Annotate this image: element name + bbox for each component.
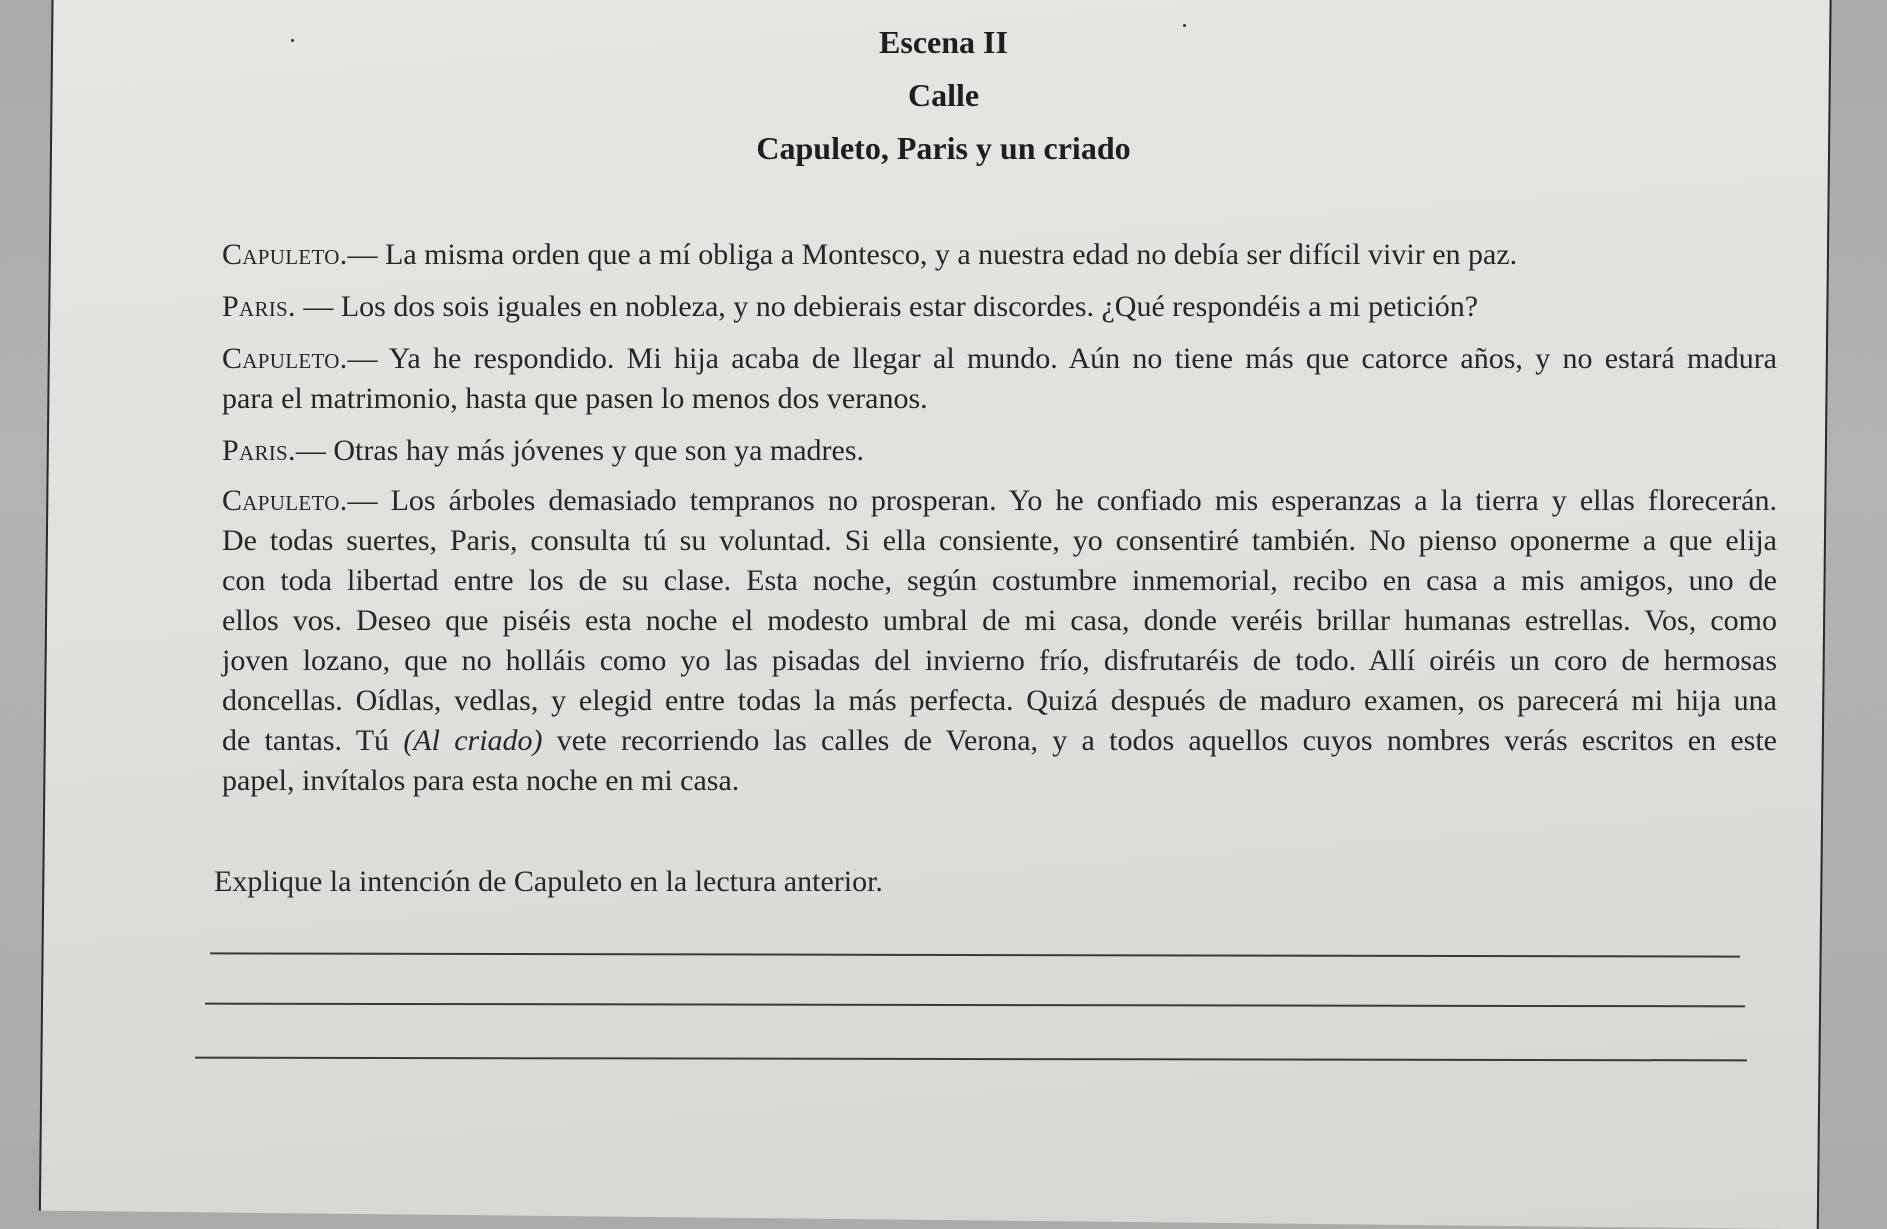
speaker-name: Capuleto. bbox=[222, 484, 348, 517]
speech-text: — Ya he respondido. Mi hija acaba de llegar al mundo. Aún no tiene más que catorce años, y no estará madura bbox=[347, 342, 1777, 375]
speech-continuation: doncellas. Oídlas, vedlas, y elegid entre todas la más perfecta. Quizá después de maduro examen, os parecerá mi hija una bbox=[222, 684, 1777, 717]
speech-continuation: para el matrimonio, hasta que pasen lo menos dos veranos. bbox=[222, 382, 928, 415]
speech-text: — Los árboles demasiado tempranos no prosperan. Yo he confiado mis esperanzas a la tierra y ellas florecerán. bbox=[347, 484, 1777, 517]
speaker-name: Capuleto. bbox=[222, 238, 348, 271]
speaker-name: Capuleto. bbox=[222, 342, 348, 375]
speech-continuation: ellos vos. Deseo que piséis esta noche el modesto umbral de mi casa, donde veréis brillar humanas estrellas. Vos, como bbox=[222, 604, 1777, 637]
speech-continuation: De todas suertes, Paris, consulta tú su voluntad. Si ella consiente, yo consentiré también. No pienso oponerme a que elija bbox=[222, 524, 1777, 557]
speech-paris-2 bbox=[222, 431, 1777, 471]
question-prompt: Explique la intención de Capuleto en la lectura anterior. bbox=[214, 865, 883, 898]
scene-title: Escena II bbox=[879, 24, 1008, 60]
speaker-name: Paris. bbox=[222, 290, 296, 323]
speech-capuleto-2 bbox=[222, 339, 1777, 379]
paper-speck bbox=[1183, 24, 1186, 27]
speech-text: — Otras hay más jóvenes y que son ya madres. bbox=[295, 434, 865, 467]
speech-paris-1 bbox=[222, 287, 1777, 327]
scene-characters: Capuleto, Paris y un criado bbox=[756, 130, 1131, 166]
speaker-name: Paris. bbox=[222, 434, 296, 467]
speech-capuleto-1 bbox=[222, 235, 1777, 275]
speech-text: — La misma orden que a mí obliga a Montesco, y a nuestra edad no debía ser difícil vivir en paz. bbox=[347, 238, 1518, 271]
speech-continuation: de tantas. Tú (Al criado) vete recorriendo las calles de Verona, y a todos aquellos cuyos nombres verás escritos en este bbox=[222, 724, 1777, 757]
speech-continuation: papel, invítalos para esta noche en mi casa. bbox=[222, 764, 740, 797]
speech-continuation: con toda libertad entre los de su clase. Esta noche, según costumbre inmemorial, recibo en casa a mis amigos, uno de bbox=[222, 564, 1777, 597]
speech-text: — Los dos sois iguales en nobleza, y no debierais estar discordes. ¿Qué respondéis a mi petición? bbox=[295, 290, 1479, 323]
speech-continuation: joven lozano, que no holláis como yo las pisadas del invierno frío, disfrutaréis de todo. Allí oiréis un coro de hermosas bbox=[222, 644, 1777, 677]
stage-direction: (Al criado) bbox=[403, 724, 543, 757]
scene-place: Calle bbox=[907, 77, 980, 113]
speech-capuleto-3 bbox=[222, 481, 1777, 521]
paper-speck bbox=[291, 39, 294, 42]
dialog-block bbox=[222, 235, 1777, 801]
